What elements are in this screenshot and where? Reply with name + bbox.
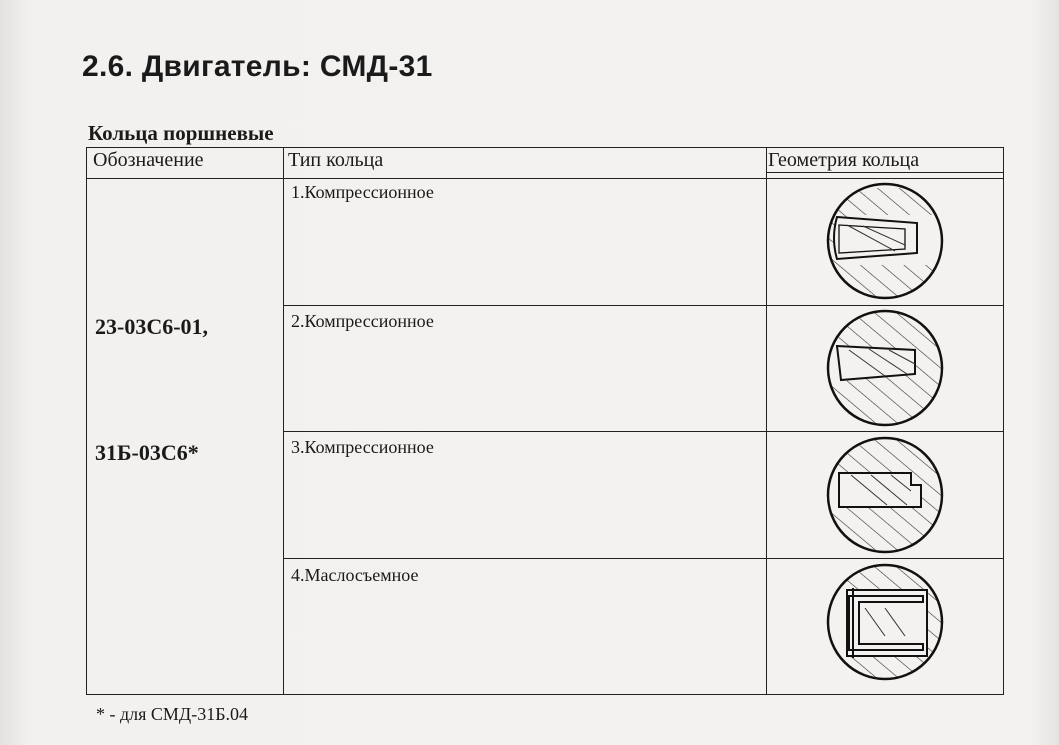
- tapered-ring-cross-section-icon: [825, 181, 945, 301]
- ring-type-1: 1.Компрессионное: [291, 182, 434, 202]
- section-subtitle: Кольца поршневые: [88, 121, 274, 145]
- ring-type-2: 2.Компрессионное: [291, 311, 434, 331]
- column-divider: [283, 148, 284, 694]
- header-ring-geometry: Геометрия кольца: [768, 149, 920, 171]
- row-divider: [283, 558, 1003, 559]
- oil-scraper-ring-cross-section-icon: [825, 562, 945, 682]
- ring-type-4: 4.Маслосъемное: [291, 565, 419, 585]
- header-ring-type: Тип кольца: [288, 149, 384, 171]
- keystone-ring-cross-section-icon: [825, 308, 945, 428]
- row-divider: [283, 305, 1003, 306]
- footnote: * - для СМД-31Б.04: [96, 704, 249, 724]
- stepped-ring-cross-section-icon: [825, 435, 945, 555]
- header-divider: [87, 178, 1003, 179]
- designation-code-2: 31Б-03С6*: [95, 440, 199, 465]
- designation-code-1: 23-03С6-01,: [95, 314, 209, 339]
- ring-type-3: 3.Компрессионное: [291, 437, 434, 457]
- column-divider: [766, 148, 767, 694]
- piston-rings-table: [86, 147, 1004, 695]
- row-divider: [283, 431, 1003, 432]
- header-subdivider: [766, 172, 1003, 173]
- page-title: 2.6. Двигатель: СМД-31: [82, 50, 433, 83]
- header-designation: Обозначение: [93, 149, 204, 171]
